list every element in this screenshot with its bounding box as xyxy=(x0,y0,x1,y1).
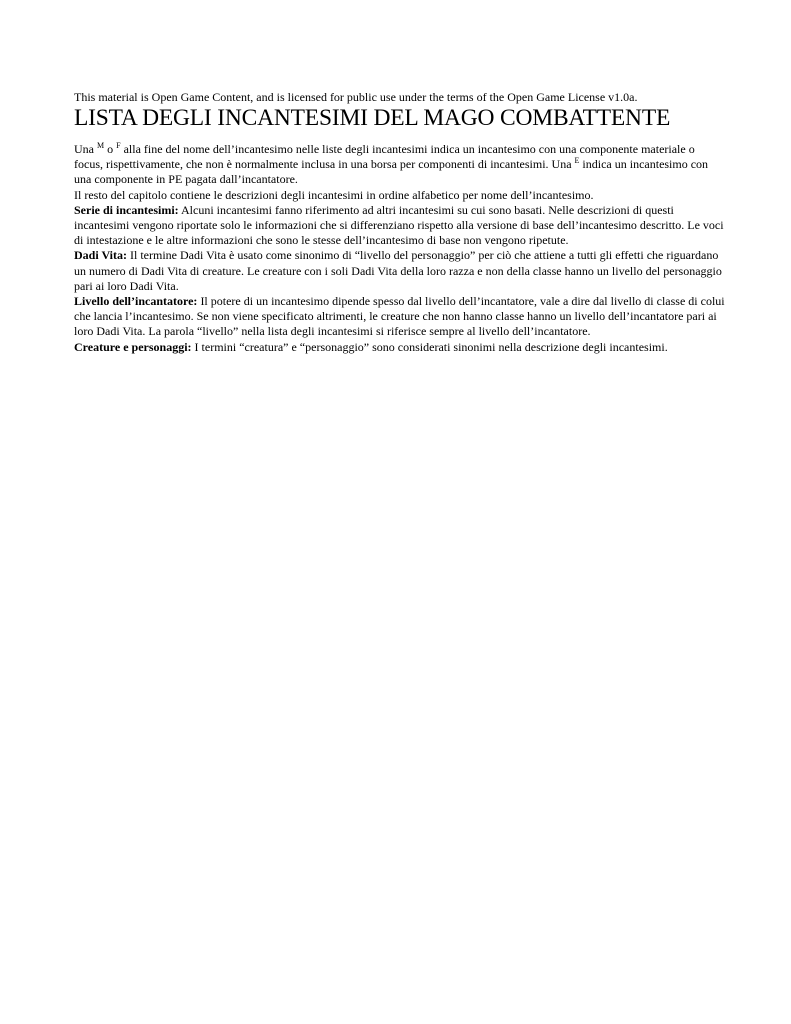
section-text: Il termine Dadi Vita è usato come sinonimo di “livello del personaggio” per ciò che attiene a tutti gli effetti che riguardano un numero di Dadi Vita di creature. Le creature con i soli Dadi Vita della loro razza e non della classe hanno un livello del personaggio pari ai loro Dadi Vita. xyxy=(74,248,722,293)
section-heading: Creature e personaggi: xyxy=(74,339,192,354)
page-title: LISTA DEGLI INCANTESIMI DEL MAGO COMBATTENTE xyxy=(74,105,671,131)
section-paragraph xyxy=(74,340,726,355)
document-page xyxy=(74,90,726,355)
superscript-e: E xyxy=(574,156,580,166)
section-paragraph xyxy=(74,248,726,294)
section-heading: Livello dell’incantatore: xyxy=(74,294,198,309)
intro-text-4: indica un incantesimo con una componente in PE pagata dall’incantatore. xyxy=(74,157,709,187)
section-heading: Dadi Vita: xyxy=(74,248,128,263)
intro-text-1: Una xyxy=(74,142,97,156)
section-text: Il potere di un incantesimo dipende spesso dal livello dell’incantatore, vale a dire dal livello di classe di colui che lancia l’incantesimo. Se non viene specificato altrimenti, le creature che non hanno classe hanno un livello dell’incantatore pari ai loro Dadi Vita. La parola “livello” nella lista degli incantesimi si riferisce sempre al livello dell’incantatore. xyxy=(74,294,725,339)
intro-paragraph xyxy=(74,142,726,188)
rest-paragraph: Il resto del capitolo contiene le descrizioni degli incantesimi in ordine alfabetico per nome dell’incantesimo. xyxy=(74,187,594,202)
license-notice: This material is Open Game Content, and is licensed for public use under the terms of the Open Game License v1.0a. xyxy=(74,90,638,104)
section-text: I termini “creatura” e “personaggio” sono considerati sinonimi nella descrizione degli incantesimi. xyxy=(191,339,668,354)
section-paragraph xyxy=(74,203,726,249)
section-text: Alcuni incantesimi fanno riferimento ad altri incantesimi su cui sono basati. Nelle descrizioni di questi incantesimi vengono riportate solo le informazioni che si differenziano rispetto alla versione di base dell’incantesimo descritto. Le voci di intestazione e le altre informazioni che sono le stesse dell’incantesimo di base non vengono ripetute. xyxy=(74,202,724,248)
intro-text-2: o xyxy=(104,142,117,156)
superscript-m: M xyxy=(97,141,105,150)
superscript-f: F xyxy=(116,141,121,150)
section-heading: Serie di incantesimi: xyxy=(74,202,179,217)
section-paragraph xyxy=(74,294,726,340)
intro-text-3: alla fine del nome dell’incantesimo nelle liste degli incantesimi indica un incantesimo con una componente materiale o focus, rispettivamente, che non è normalmente inclusa in una borsa per componenti di incantesimi. Una xyxy=(74,142,695,172)
document-body xyxy=(74,142,726,355)
